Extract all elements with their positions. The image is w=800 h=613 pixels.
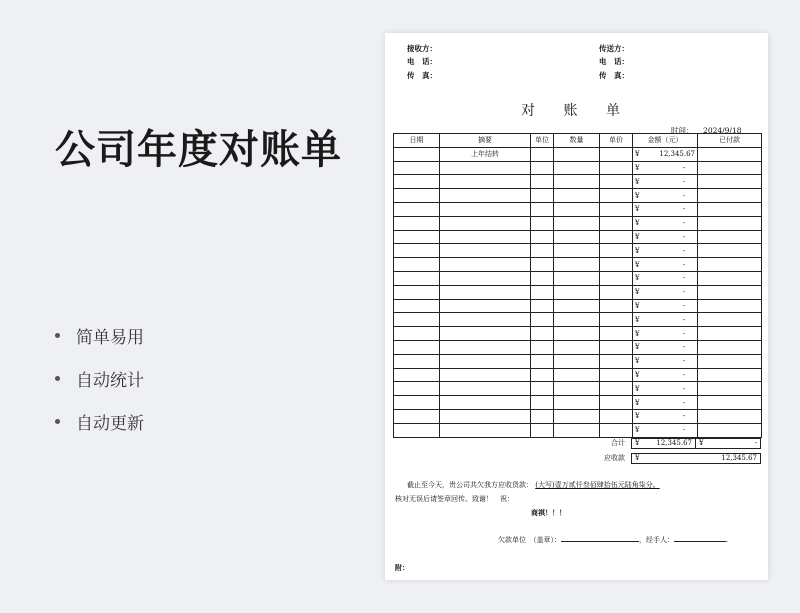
col-date: 日期 xyxy=(394,134,440,148)
total-paid: ¥ - xyxy=(696,438,761,449)
total-amount: ¥ 12,345.67 xyxy=(631,438,696,449)
table-row xyxy=(394,368,762,382)
col-amount: 金额（元） xyxy=(633,134,698,148)
amount-cell: ¥ - xyxy=(633,396,698,410)
amount-cell: ¥ - xyxy=(633,382,698,396)
amount-cell: ¥ - xyxy=(633,423,698,437)
bullet-icon xyxy=(55,333,60,338)
sender-label: 传送方： xyxy=(599,44,629,53)
feature-list xyxy=(55,314,144,443)
total-row: 合计 ¥ 12,345.67 ¥ - xyxy=(393,437,761,449)
table-row xyxy=(394,244,762,258)
statement-table xyxy=(393,133,762,438)
amount-cell: ¥ - xyxy=(633,202,698,216)
statement-line-2: 核对无误后请签章回传。致谢！ 祝： xyxy=(395,495,514,503)
table-row xyxy=(394,382,762,396)
table-row xyxy=(394,175,762,189)
table-row xyxy=(394,340,762,354)
feature-item: 自动更新 xyxy=(55,400,144,443)
signature-line: 欠款单位 （盖章）： ，经手人： . xyxy=(498,536,729,544)
statement-line-1: 截止至今天，贵公司共欠我方应收货款： (大写)壹万贰仟叁佰肆拾伍元陆角柒分。 xyxy=(407,481,660,489)
table-row xyxy=(394,354,762,368)
table-row xyxy=(394,202,762,216)
table-row xyxy=(394,423,762,437)
feature-item: 自动统计 xyxy=(55,357,144,400)
sender-fax-label: 传 真： xyxy=(599,71,629,80)
col-paid: 已付款 xyxy=(698,134,762,148)
amount-cell: ¥ - xyxy=(633,189,698,203)
date-line: 时间： 2024/9/18 xyxy=(671,126,742,135)
table-row xyxy=(394,189,762,203)
statement-document xyxy=(385,33,768,580)
col-quantity: 数量 xyxy=(554,134,600,148)
amount-cell: ¥ - xyxy=(633,354,698,368)
amount-cell: ¥ - xyxy=(633,299,698,313)
amount-cell: ¥ - xyxy=(633,258,698,272)
receiver-label: 接收方： xyxy=(407,44,437,53)
table-row xyxy=(394,313,762,327)
page-title: 公司年度对账单 xyxy=(55,127,342,173)
col-unit: 单位 xyxy=(531,134,554,148)
amount-cell: ¥ - xyxy=(633,340,698,354)
attachment-label: 附： xyxy=(395,563,409,572)
table-row xyxy=(394,161,762,175)
table-row xyxy=(394,271,762,285)
table-row xyxy=(394,409,762,423)
table-row xyxy=(394,327,762,341)
table-row xyxy=(394,258,762,272)
amount-cell: ¥ - xyxy=(633,313,698,327)
receiver-fax-label: 传 真： xyxy=(407,71,437,80)
bullet-icon xyxy=(55,419,60,424)
amount-cell: ¥ - xyxy=(633,216,698,230)
bullet-icon xyxy=(55,376,60,381)
col-summary: 摘要 xyxy=(440,134,531,148)
receivable-amount: ¥ 12,345.67 xyxy=(631,453,761,464)
table-header-row xyxy=(394,134,762,148)
table-row xyxy=(394,396,762,410)
receiver-phone-label: 电 话： xyxy=(407,57,437,66)
table-row xyxy=(394,299,762,313)
summary-cell: 上年结转 xyxy=(440,147,531,161)
amount-cell: ¥ - xyxy=(633,368,698,382)
amount-cell: ¥ - xyxy=(633,271,698,285)
table-row xyxy=(394,216,762,230)
amount-cell: ¥ - xyxy=(633,409,698,423)
table-row xyxy=(394,285,762,299)
amount-cell: ¥ - xyxy=(633,161,698,175)
amount-cell: ¥ - xyxy=(633,244,698,258)
amount-cell: ¥ 12,345.67 xyxy=(633,147,698,161)
amount-cell: ¥ - xyxy=(633,285,698,299)
amount-cell: ¥ - xyxy=(633,230,698,244)
table-row xyxy=(394,230,762,244)
table-row xyxy=(394,147,762,161)
feature-item: 简单易用 xyxy=(55,314,144,357)
sender-phone-label: 电 话： xyxy=(599,57,629,66)
receivable-row: 应收款 ¥ 12,345.67 xyxy=(393,452,761,464)
amount-cell: ¥ - xyxy=(633,175,698,189)
document-title: 对 账 单 xyxy=(521,103,632,119)
blessing: 商祺！！！ xyxy=(531,508,566,517)
amount-cell: ¥ - xyxy=(633,327,698,341)
col-price: 单价 xyxy=(600,134,633,148)
